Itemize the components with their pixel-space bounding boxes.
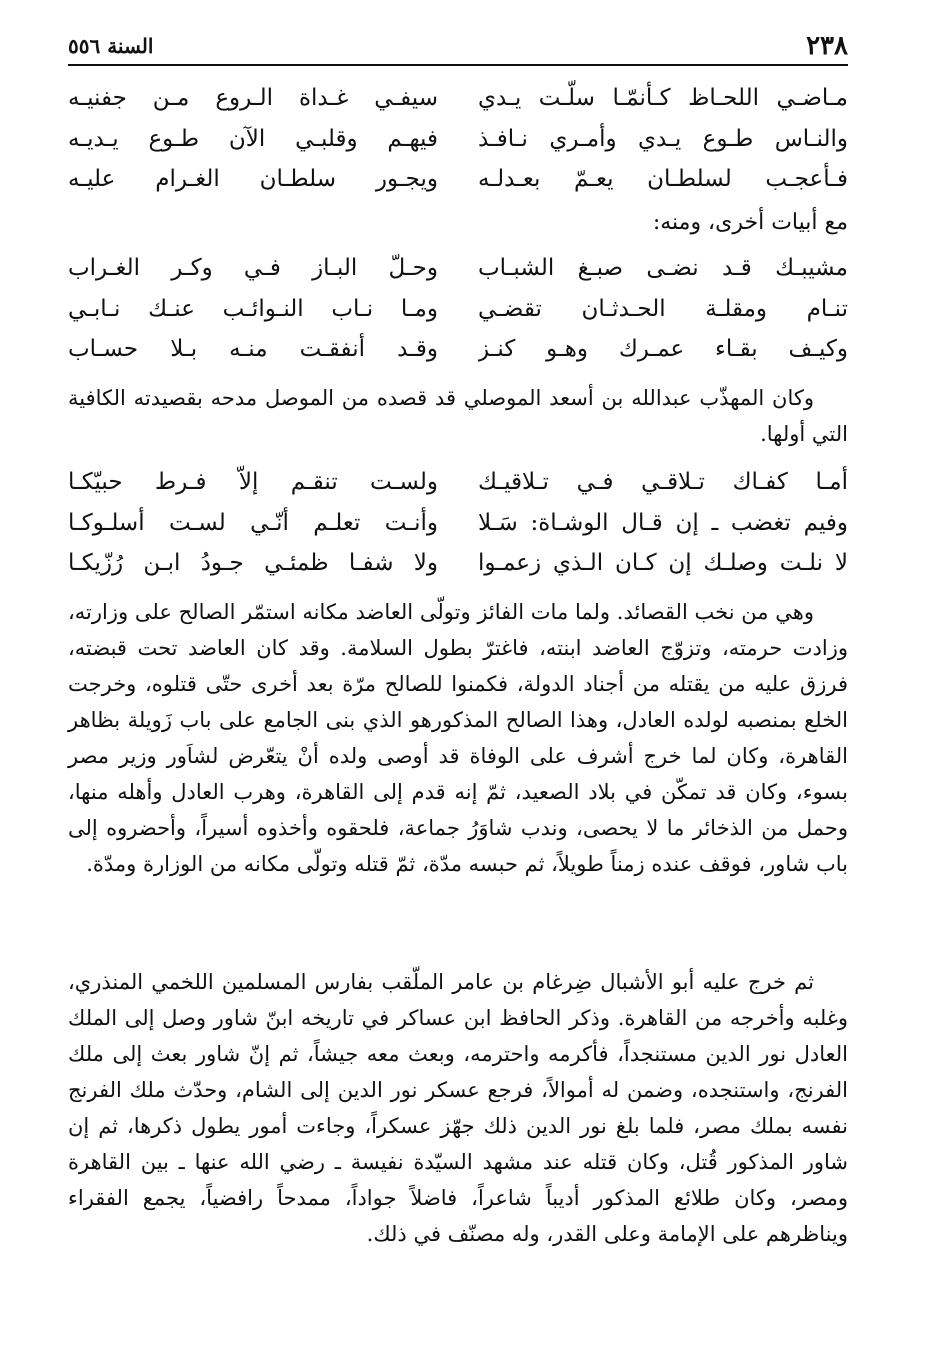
paragraph-text: ثم خرج عليه أبو الأشبال ضِرغام بن عامر الملّقب بفارس المسلمين اللخمي المنذري، وغلبه وأخرجه من القاهرة. وذكر الحافظ ابن عساكر في تاريخه ابنّ شاور وصل إلى الملك العادل نور الدين مستنجداً، فأكرمه واحترمه، وبعث معه جيشاً، ثم إنّ شاور بعث إلى ملك الفرنج، واستنجده، وضمن له أموالاً، فرجع عسكر نور الدين إلى الشام، وحدّث ملك الفرنج نفسه بملك مصر، فلما بلغ نور الدين ذلك جهّز عسكراً، وجاءت أمور يطول ذكرها، ثم إن شاور المذكور قُتل، وكان قتله عند مشهد السيّدة نفيسة ـ رضي الله عنها ـ بين القاهرة ومصر، وكان طلائع المذكور أديباً شاعراً، فاضلاً جواداً، ممدحاً رافضياً، يجمع الفقراء ويناظرهم على الإمامة وعلى القدر، وله مصنّف في ذلك.	[68, 970, 848, 1246]
paragraph-3	[68, 964, 848, 1252]
running-head: السنة ٥٥٦	[68, 34, 154, 58]
paragraph-text: وكان المهذّب عبدالله بن أسعد الموصلي قد قصده من الموصل مدحه بقصيدته الكافية التي أولها.	[68, 386, 848, 446]
verse-first-hemistich: مشيبـك قـد نضـى صبـغ الشبـاب	[478, 255, 848, 281]
verse-line	[68, 159, 848, 200]
verse-first-hemistich: تنـام ومقلـة الحـدثـان تقضـي	[478, 295, 848, 322]
verse-second-hemistich: وحـلّ البـاز فـي وكـر الغـراب	[68, 255, 438, 281]
verse-second-hemistich: ويجـور سلطـان الغـرام عليـه	[68, 166, 438, 192]
verse-second-hemistich: فيهـم وقلبـي الآن طـوع يـديـه	[68, 125, 438, 152]
paragraph-1	[68, 380, 848, 452]
verse-second-hemistich: ومـا نـاب النـوائـب عنـك نـابـي	[68, 295, 438, 322]
page-number: ٢٣٨	[806, 31, 848, 61]
verse-line	[68, 543, 848, 584]
page-header	[68, 30, 848, 66]
verse-first-hemistich: أمـا كفـاك تـلاقـي فـي تـلاقيـك	[478, 469, 848, 495]
verse-line	[68, 503, 848, 544]
verse-second-hemistich: ولسـت تنقـم إلاّ فـرط حبيّكـا	[68, 469, 438, 495]
verse-first-hemistich: لا نلـت وصلـك إن كـان الـذي زعمـوا	[478, 550, 848, 576]
verse-line	[68, 248, 848, 289]
verse-first-hemistich: فـأعجـب لسلطـان يعـمّ بعـدلـه	[478, 166, 848, 192]
paragraph-text: وهي من نخب القصائد. ولما مات الفائز وتولّى العاضد مكانه استمّر الصالح على وزارته، وزادت حرمته، وتزوّج العاضد ابنته، فاغترّ بطول السلامة. وقد كان العاضد تحت قبضته، فرزق عليه من يقتله من أجناد الدولة، فكمنوا للصالح مرّة بعد أخرى حتّى قتلوه، وخرجت الخلع بمنصبه لولده العادل، وهذا الصالح المذكورهو الذي بنى الجامع على باب زَويلة بظاهر القاهرة، وكان لما خرج أشرف على الوفاة قد أوصى ولده أنْ يتعّرض لشاَور وزير مصر بسوء، وكان قد تمكّن في بلاد الصعيد، ثمّ إنه قدم إلى القاهرة، وهرب العادل وأهله منها، وحمل من الذخائر ما لا يحصى، وندب شاوَرُ جماعة، فلحقوه وأخذوه أسيراً، وأحضروه إلى باب شاور، فوقف عنده زمناً طويلاً، ثم حبسه مدّة، ثمّ قتله وتولّى مكانه من الوزارة ومدّة.	[68, 600, 848, 876]
verse-second-hemistich: وأنـت تعلـم أنّـي لسـت أسلـوكـا	[68, 509, 438, 536]
verse-line	[68, 119, 848, 160]
verse-second-hemistich: سيفـي غـداة الـروع مـن جفنيـه	[68, 85, 438, 111]
verse-line	[68, 289, 848, 330]
verse-line	[68, 462, 848, 503]
poem-intro: مع أبيات أخرى، ومنه:	[652, 210, 848, 235]
verse-second-hemistich: ولا شفـا ظمئـي جـودُ ابـن رُزّيكـا	[68, 550, 438, 576]
verse-first-hemistich: وفيم تغضب ـ إن قـال الوشـاة: سَـلا	[478, 509, 848, 536]
verse-second-hemistich: وقـد أنفقـت منـه بـلا حسـاب	[68, 336, 438, 362]
verse-first-hemistich: والنـاس طـوع يـدي وأمـري نـافـذ	[478, 125, 848, 152]
verse-first-hemistich: مـاضـي اللحـاظ كـأنمّـا سلّـت يـدي	[478, 85, 848, 111]
verse-line	[68, 78, 848, 119]
poem-3	[68, 462, 848, 584]
paragraph-2	[68, 594, 848, 882]
verse-line	[68, 329, 848, 370]
poem-1	[68, 78, 848, 200]
verse-first-hemistich: وكيـف بقـاء عمـرك وهـو كنـز	[478, 336, 848, 362]
poem-2	[68, 248, 848, 370]
